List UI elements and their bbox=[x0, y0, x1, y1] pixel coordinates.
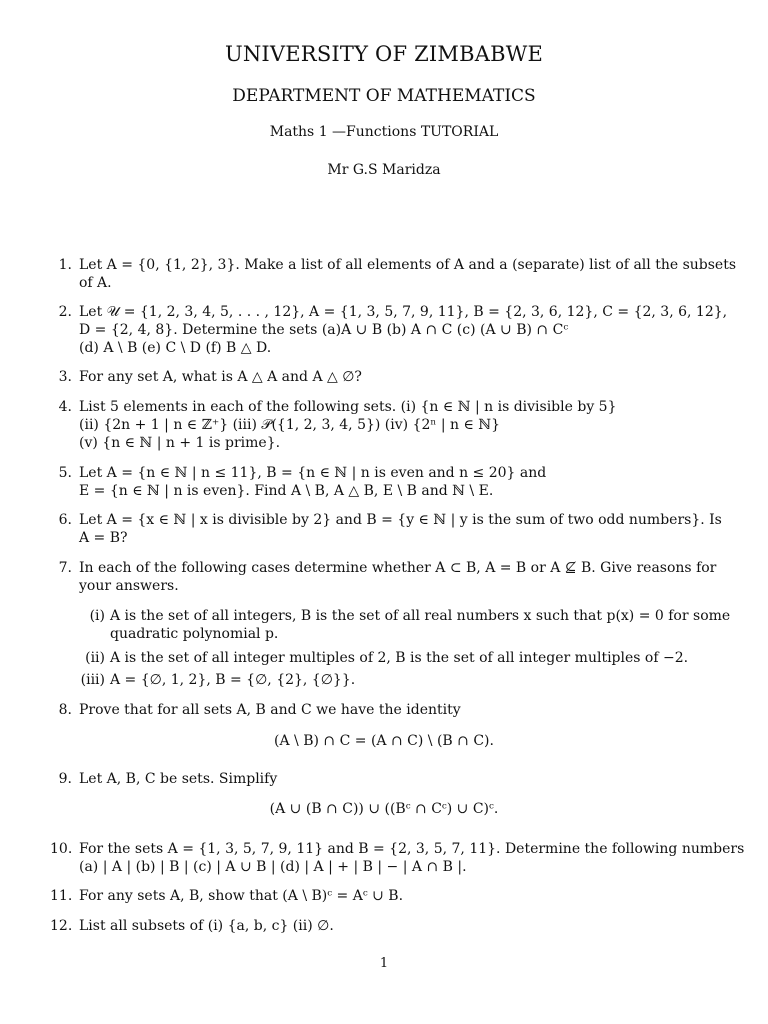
question-number: 12. bbox=[50, 918, 73, 934]
q8-identity: (A \ B) ∩ C = (A ∩ C) \ (B ∩ C). bbox=[274, 733, 494, 749]
question-line: Let A = {0, {1, 2}, 3}. Make a list of all elements of A and a (separate) list of all the subsets bbox=[79, 257, 737, 273]
university-title: UNIVERSITY OF ZIMBABWE bbox=[224, 42, 544, 66]
question-number: 11. bbox=[50, 888, 73, 904]
question-line: For any sets A, B, show that (A \ B)ᶜ = Aᶜ ∪ B. bbox=[79, 888, 404, 904]
question-line: D = {2, 4, 8}. Determine the sets (a)A ∪ B (b) A ∩ C (c) (A ∪ B) ∩ Cᶜ bbox=[79, 322, 569, 338]
question-line: (a) | A | (b) | B | (c) | A ∪ B | (d) | A | + | B | − | A ∩ B |. bbox=[79, 859, 467, 875]
part-line: A is the set of all integer multiples of 2, B is the set of all integer multiples of −2. bbox=[110, 650, 689, 666]
department-title: DEPARTMENT OF MATHEMATICS bbox=[232, 86, 536, 106]
part-label: (ii) bbox=[85, 650, 105, 666]
part-line: A is the set of all integers, B is the set of all real numbers x such that p(x) = 0 for some bbox=[110, 608, 731, 624]
question-line: List all subsets of (i) {a, b, c} (ii) ∅. bbox=[79, 918, 334, 934]
question-line: (v) {n ∈ ℕ | n + 1 is prime}. bbox=[79, 435, 281, 451]
q9-expression: (A ∪ (B ∩ C)) ∪ ((Bᶜ ∩ Cᶜ) ∪ C)ᶜ. bbox=[269, 801, 499, 817]
question-line: Let 𝒰 = {1, 2, 3, 4, 5, . . . , 12}, A = {1, 3, 5, 7, 9, 11}, B = {2, 3, 6, 12}, C = {2, 3, 6, 12}, bbox=[79, 304, 728, 320]
question-number: 2. bbox=[58, 304, 72, 320]
question-number: 1. bbox=[58, 257, 72, 273]
question-line: List 5 elements in each of the following sets. (i) {n ∈ ℕ | n is divisible by 5} bbox=[79, 399, 617, 415]
question-line: Let A = {n ∈ ℕ | n ≤ 11}, B = {n ∈ ℕ | n is even and n ≤ 20} and bbox=[79, 465, 547, 481]
question-line: Prove that for all sets A, B and C we have the identity bbox=[79, 702, 461, 718]
question-line: Let A = {x ∈ ℕ | x is divisible by 2} and B = {y ∈ ℕ | y is the sum of two odd numbers}. Is bbox=[79, 512, 722, 528]
question-line: Let A, B, C be sets. Simplify bbox=[79, 771, 278, 787]
question-number: 9. bbox=[58, 771, 72, 787]
question-line: (d) A \ B (e) C \ D (f) B △ D. bbox=[79, 340, 272, 356]
question-line: A = B? bbox=[79, 530, 128, 546]
question-number: 8. bbox=[58, 702, 72, 718]
lecturer-name: Mr G.S Maridza bbox=[327, 162, 441, 178]
question-number: 3. bbox=[58, 369, 72, 385]
part-label: (iii) bbox=[80, 672, 105, 688]
part-line: quadratic polynomial p. bbox=[110, 626, 279, 642]
question-line: For the sets A = {1, 3, 5, 7, 9, 11} and B = {2, 3, 5, 7, 11}. Determine the following numbers bbox=[79, 841, 745, 857]
question-line: (ii) {2n + 1 | n ∈ ℤ⁺} (iii) 𝒫({1, 2, 3, 4, 5}) (iv) {2ⁿ | n ∈ ℕ} bbox=[79, 417, 501, 433]
question-number: 10. bbox=[50, 841, 73, 857]
question-line: For any set A, what is A △ A and A △ ∅? bbox=[79, 369, 362, 385]
question-line: E = {n ∈ ℕ | n is even}. Find A \ B, A △ B, E \ B and ℕ \ E. bbox=[79, 483, 494, 499]
question-number: 7. bbox=[58, 560, 72, 576]
page-number: 1 bbox=[379, 956, 389, 971]
part-line: A = {∅, 1, 2}, B = {∅, {2}, {∅}}. bbox=[110, 672, 356, 688]
question-number: 4. bbox=[58, 399, 72, 415]
question-number: 6. bbox=[58, 512, 72, 528]
question-line: In each of the following cases determine whether A ⊂ B, A = B or A ⊈ B. Give reasons for bbox=[79, 560, 717, 576]
course-title: Maths 1 —Functions TUTORIAL bbox=[269, 124, 499, 140]
question-number: 5. bbox=[58, 465, 72, 481]
question-line: your answers. bbox=[79, 578, 179, 594]
question-line: of A. bbox=[79, 275, 112, 291]
part-label: (i) bbox=[89, 608, 105, 624]
